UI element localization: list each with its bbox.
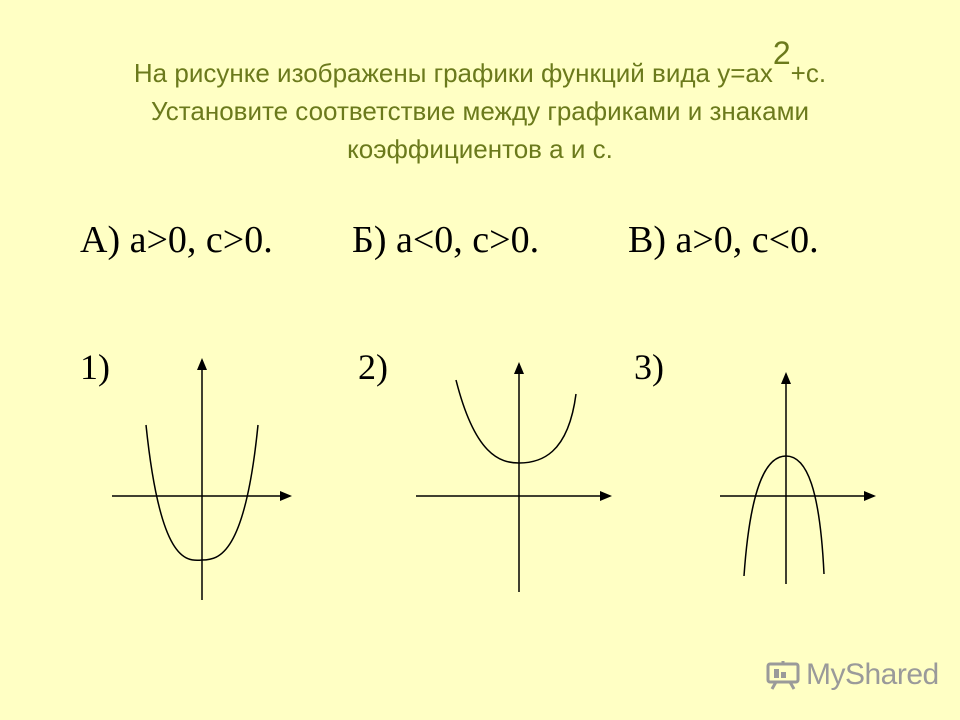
question-line-1-end: +c.	[790, 58, 827, 88]
option-b: Б) a<0, c>0.	[352, 219, 540, 261]
question-line-3: коэффициентов a и c.	[347, 134, 613, 164]
option-a: А) a>0, c>0.	[80, 219, 273, 261]
graph-3-parabola	[744, 456, 824, 576]
graph-1	[112, 360, 290, 600]
exponent: 2	[772, 35, 791, 71]
presentation-board-icon	[766, 660, 800, 690]
graph-label-1: 1)	[80, 347, 110, 387]
question-line-1-main: На рисунке изображены графики функций вида y=ax	[133, 58, 773, 88]
question-line-2: Установите соответствие между графиками и знаками	[151, 96, 809, 126]
option-v: В) a>0, c<0.	[628, 219, 819, 261]
graph-2	[416, 364, 610, 592]
myshared-logo	[766, 655, 939, 695]
graph-3	[720, 374, 874, 584]
graph-label-3: 3)	[634, 347, 664, 387]
graph-label-2: 2)	[358, 347, 388, 387]
graph-2-parabola	[456, 380, 576, 463]
logo-text: MyShared	[806, 658, 939, 691]
